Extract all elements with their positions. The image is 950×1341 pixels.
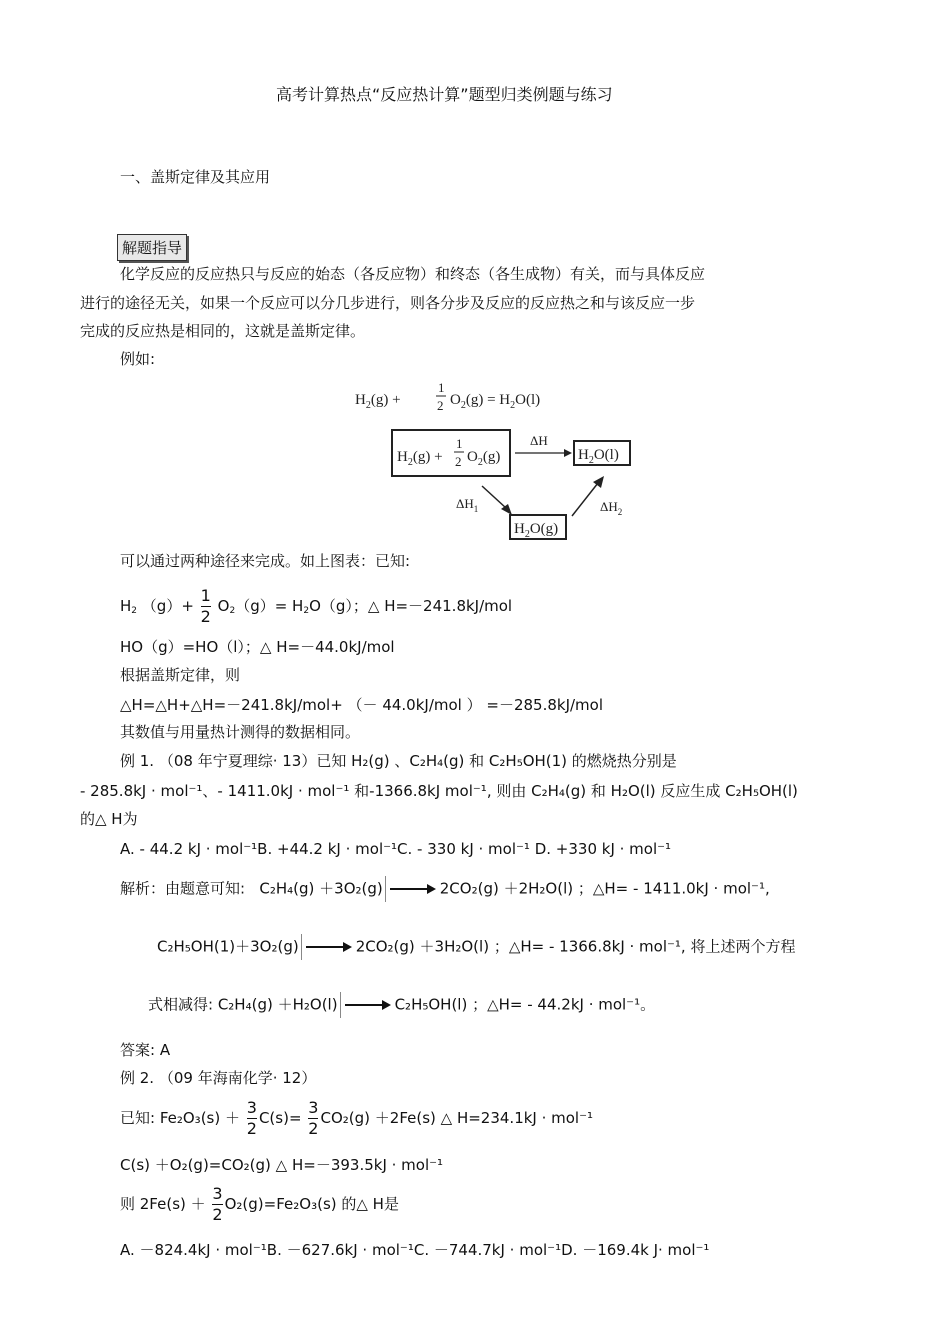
example-intro: 例如: — [120, 350, 156, 368]
svg-text:1: 1 — [438, 380, 445, 395]
reaction-arrow-icon — [385, 876, 438, 902]
example-2-given-2: C(s) ＋O₂(g)=CO₂(g) △ H=－393.5kJ · mol⁻¹ — [120, 1156, 444, 1174]
same-value-text: 其数值与用量热计测得的数据相同。 — [120, 723, 361, 741]
reaction-arrow-icon — [301, 934, 354, 960]
diagram-intermediate-gas: $H_2O(g)$ — [514, 521, 559, 540]
two-paths-text: 可以通过两种途径来完成。如上图表：已知: — [120, 552, 411, 570]
example-1-options: A. - 44.2 kJ · mol⁻¹B. +44.2 kJ · mol⁻¹C. - 330 kJ · mol⁻¹ D. +330 kJ · mol⁻¹ — [120, 840, 672, 858]
delta-h-label: ΔH — [530, 433, 548, 448]
svg-text:O2(g): $O_2(g)$ — [467, 449, 501, 468]
example-2-heading: 例 2. （09 年海南化学· 12） — [120, 1069, 317, 1087]
fraction-one-half: $\frac{1}{2}$ — [200, 586, 211, 626]
page-title: 高考计算热点“反应热计算”题型归类例题与练习 — [276, 85, 613, 104]
equation-2: HO（g）=HO（l）；△ H=－44.0kJ/mol — [120, 638, 395, 656]
example-1-line-3: 的△ H为 — [80, 810, 138, 828]
reaction-arrow-icon — [340, 992, 393, 1018]
svg-text:2: 2 — [437, 398, 444, 413]
example-1-line-2: - 285.8kJ · mol⁻¹、- 1411.0kJ · mol⁻¹ 和-1366.8kJ mol⁻¹, 则由 C₂H₄(g) 和 H₂O(l) 反应生成 C₂H₅OH(l) — [80, 782, 798, 800]
intro-line-2: 进行的途径无关，如果一个反应可以分几步进行，则各分步及反应的反应热之和与该反应一步 — [80, 294, 696, 312]
delta-h2-label: $\Delta H_2$ — [600, 499, 623, 517]
svg-text:H2(g) +: $H_2(g)$ + — [397, 449, 443, 468]
intro-line-1: 化学反应的反应热只与反应的始态（各反应物）和终态（各生成物）有关，而与具体反应 — [120, 265, 706, 283]
analysis-line-3: 式相减得: C₂H₄(g) ＋H₂O(l) C₂H₅OH(l) ；△H= - 44.2kJ · mol⁻¹。 — [148, 992, 655, 1018]
delta-h1-label: $\Delta H_1$ — [456, 496, 479, 514]
svg-text:1: 1 — [456, 436, 463, 451]
hess-diagram — [350, 378, 640, 546]
example-2-given-1: 已知: Fe₂O₃(s) ＋ $\frac{3}{2}$ C(s)= $\frac{3}{2}$ CO₂(g) ＋2Fe(s) △ H=234.1kJ · mol⁻¹ — [120, 1098, 594, 1138]
diagram-top-equation: $H_2(g)$ + — [355, 392, 401, 411]
fraction-three-halves: $\frac{3}{2}$ — [308, 1098, 319, 1138]
section-heading: 一、盖斯定律及其应用 — [120, 168, 271, 186]
analysis-line-1: 解析：由题意可知: C₂H₄(g) ＋3O₂(g) 2CO₂(g) ＋2H₂O(l) ；△H= - 1411.0kJ · mol⁻¹, — [120, 876, 770, 902]
answer-1: 答案: A — [120, 1041, 171, 1059]
svg-text:2: 2 — [455, 454, 462, 469]
hess-statement: 根据盖斯定律，则 — [120, 666, 241, 684]
example-2-question: 则 2Fe(s) ＋ $\frac{3}{2}$ O₂(g)=Fe₂O₃(s) 的△ H是 — [120, 1184, 399, 1224]
svg-text:O2(g) = H2O(l): $O_2(g) = H_2O(l)$ — [450, 392, 541, 411]
example-2-options: A. －824.4kJ · mol⁻¹B. －627.6kJ · mol⁻¹C. －744.7kJ · mol⁻¹D. －169.4k J· mol⁻¹ — [120, 1241, 710, 1259]
diagram-product-liquid: $H_2O(l)$ — [578, 447, 619, 466]
guide-label: 解题指导 — [117, 234, 187, 261]
example-1-line-1: 例 1. （08 年宁夏理综· 13）已知 H₂(g) 、C₂H₄(g) 和 C₂H₅OH(1) 的燃烧热分别是 — [120, 752, 677, 770]
equation-1: $H_2$ （g）+ $\frac{1}{2}$ $O_2(g)= H_2O(g)$；△ H=－241.8kJ/mol — [120, 586, 513, 626]
fraction-three-halves: $\frac{3}{2}$ — [212, 1184, 223, 1224]
intro-line-3: 完成的反应热是相同的，这就是盖斯定律。 — [80, 322, 366, 340]
diagram-reactants-box — [397, 436, 500, 469]
analysis-line-2: C₂H₅OH(1)＋3O₂(g) 2CO₂(g) ＋3H₂O(l) ；△H= - 1366.8kJ · mol⁻¹, 将上述两个方程 — [157, 934, 795, 960]
calculation: △H=△H+△H=－241.8kJ/mol+ （－ 44.0kJ/mol ） =－285.8kJ/mol — [120, 696, 604, 714]
fraction-three-halves: $\frac{3}{2}$ — [246, 1098, 257, 1138]
